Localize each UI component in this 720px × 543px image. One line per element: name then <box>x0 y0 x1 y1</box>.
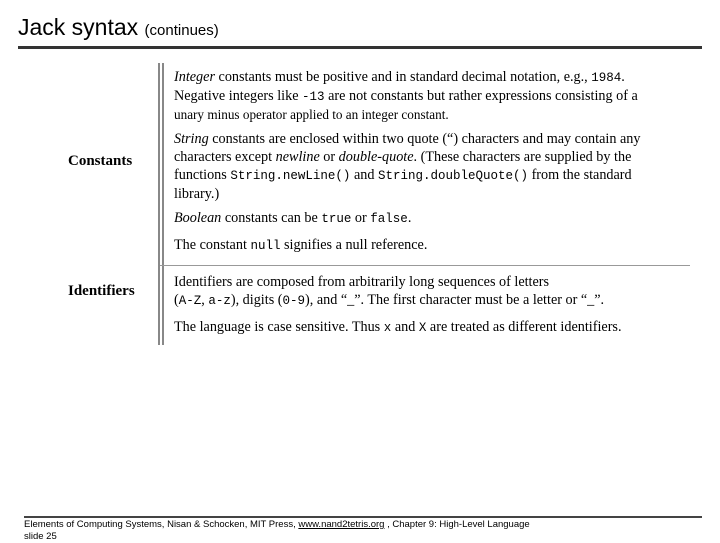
string-c1: String.newLine() <box>230 169 351 183</box>
case-c2: X <box>418 321 427 335</box>
footer-link[interactable]: www.nand2tetris.org <box>298 519 385 530</box>
string-t1: constants are enclosed within two quote (“) characters and may contain any <box>208 131 641 147</box>
boolean-term: Boolean <box>174 210 222 226</box>
footer-chapter: , Chapter 9: High-Level Language <box>384 519 530 530</box>
boolean-t1: constants can be <box>221 210 322 226</box>
case-c1: x <box>383 321 392 335</box>
null-t2: signifies a null reference. <box>280 237 428 253</box>
ident-t1: Identifiers are composed from arbitrarily long sequences of letters <box>174 274 550 290</box>
string-term: String <box>174 131 209 147</box>
case-t1: The language is case sensitive. Thus <box>174 319 384 335</box>
footer-citation: Elements of Computing Systems, Nisan & Schocken, MIT Press, <box>24 519 299 530</box>
slide-footer <box>24 519 530 543</box>
label-constants: Constants <box>68 153 133 169</box>
string-t2: characters except <box>174 149 276 165</box>
table-divider-right <box>162 63 164 345</box>
boolean-t2: or <box>351 210 371 226</box>
integer-t1: constants must be positive and in standard decimal notation, e.g., <box>214 69 592 85</box>
label-identifiers: Identifiers <box>68 283 135 299</box>
string-constants-text <box>174 130 689 203</box>
row-separator <box>160 265 690 266</box>
null-c1: null <box>250 239 281 253</box>
integer-c2: -13 <box>302 90 325 104</box>
table-divider-left <box>158 63 160 345</box>
ident-c2: a-z <box>208 294 231 308</box>
case-t3: are treated as different identifiers. <box>426 319 622 335</box>
string-c2: String.doubleQuote() <box>377 169 529 183</box>
integer-t5: unary minus operator applied to an integer constant. <box>174 107 449 122</box>
integer-constants-text <box>174 68 689 124</box>
integer-t2: . <box>621 69 625 85</box>
string-t7: from the standard <box>528 167 632 183</box>
string-e1: newline <box>275 149 320 165</box>
string-t4: . (These characters are supplied by the <box>413 149 632 165</box>
ident-t4: ), digits ( <box>230 292 283 308</box>
slide-number: slide 25 <box>24 531 57 542</box>
ident-t2: ( <box>174 292 179 308</box>
title-main: Jack syntax <box>18 14 139 40</box>
case-t2: and <box>391 319 419 335</box>
boolean-c1: true <box>321 212 352 226</box>
string-t3: or <box>319 149 339 165</box>
integer-term: Integer <box>174 69 215 85</box>
string-t8: library.) <box>174 186 220 202</box>
null-constant-text <box>174 236 689 255</box>
null-t1: The constant <box>174 237 251 253</box>
case-sensitive-text <box>174 318 689 337</box>
ident-t3: , <box>201 292 209 308</box>
boolean-t3: . <box>407 210 412 226</box>
integer-t4: are not constants but rather expressions consisting of a <box>324 88 638 104</box>
boolean-c2: false <box>370 212 408 226</box>
string-t6: and <box>350 167 378 183</box>
string-t5: functions <box>174 167 231 183</box>
footer-divider <box>24 516 702 518</box>
ident-t5: ), and “_”. The first character must be a letter or “_”. <box>305 292 605 308</box>
ident-c1: A-Z <box>178 294 202 308</box>
integer-t3: Negative integers like <box>174 88 303 104</box>
title-divider <box>18 46 702 49</box>
boolean-constants-text <box>174 209 689 228</box>
identifiers-text <box>174 273 689 310</box>
ident-c3: 0-9 <box>282 294 305 308</box>
integer-c1: 1984 <box>591 71 622 85</box>
slide-title <box>18 14 219 41</box>
title-sub: (continues) <box>144 22 219 39</box>
string-e2: double-quote <box>338 149 414 165</box>
